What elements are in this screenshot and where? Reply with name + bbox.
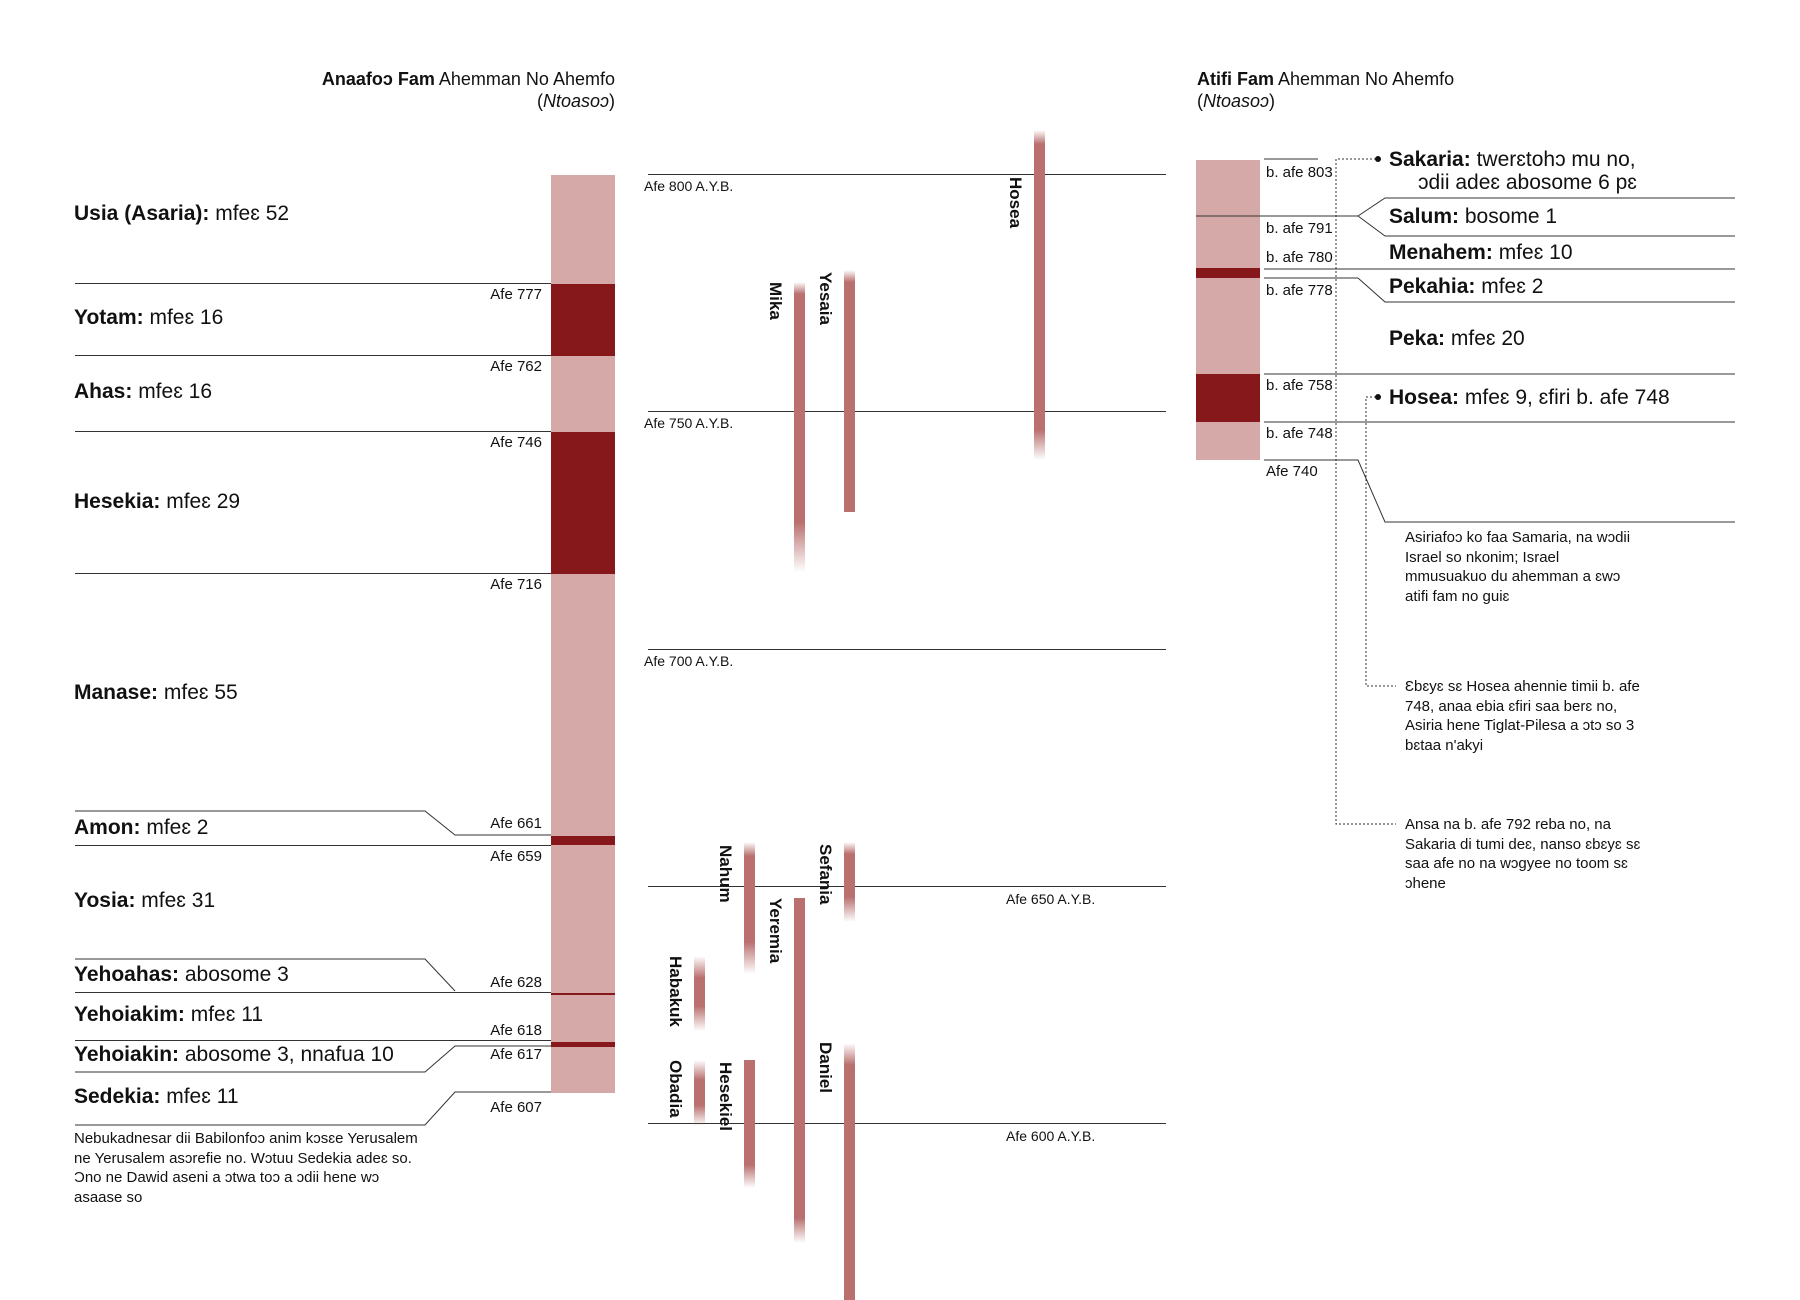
israel-note-samaria: Asiriafoɔ ko faa Samaria, na wɔdii Israel so nkonim; Israel mmusuakuo du ahemman a ɛwɔ atifi fam no guiɛ [1405, 529, 1631, 605]
judah-header: Anaafoɔ Fam Ahemman No Ahemfo (Ntoasoɔ) [321, 69, 615, 111]
israel-king-pekahia: Pekahia: mfeɛ 2 [1389, 275, 1544, 298]
judah-king-amon: Amon: mfeɛ 2 [74, 816, 209, 839]
israel-header-rest: Ahemman No Ahemfo [1274, 69, 1455, 89]
prophet-label-sefania: Sefania [816, 844, 835, 905]
judah-year-label: Afe 659 [490, 848, 542, 865]
israel-king-sakaria: Sakaria: twerɛtohɔ mu no, [1389, 148, 1636, 171]
israel-year-label: b. afe 748 [1266, 425, 1333, 442]
israel-king-hosea: Hosea: mfeɛ 9, ɛfiri b. afe 748 [1389, 386, 1670, 409]
judah-year-label: Afe 607 [490, 1099, 542, 1116]
judah-king-yehoahas: Yehoahas: abosome 3 [74, 963, 289, 986]
judah-year-label: Afe 618 [490, 1022, 542, 1039]
israel-year-label: b. afe 780 [1266, 249, 1333, 266]
era-label-750: Afe 750 A.Y.B. [644, 415, 734, 431]
judah-header-rest: Ahemman No Ahemfo [434, 69, 615, 89]
israel-year-label: b. afe 791 [1266, 220, 1333, 237]
judah-header-bold: Anaafoɔ Fam [321, 69, 435, 89]
era-label-600: Afe 600 A.Y.B. [1006, 1128, 1096, 1144]
israel-note-hosea: Ɛbɛyɛ sɛ Hosea ahennie timii b. afe 748, anaa ebia ɛfiri saa berɛ no, Asiria hene Tiglat-Pilesa a ɔtɔ so 3 bɛtaa n'akyi [1405, 678, 1640, 754]
israel-year-label: Afe 740 [1266, 463, 1318, 480]
judah-header-sub: Ntoasoɔ [542, 91, 609, 111]
israel-header-sub: Ntoasoɔ [1203, 91, 1270, 111]
judah-year-label: Afe 777 [490, 286, 542, 303]
judah-year-label: Afe 617 [490, 1046, 542, 1063]
era-label-700: Afe 700 A.Y.B. [644, 653, 734, 669]
judah-king-yotam: Yotam: mfeɛ 16 [74, 306, 224, 329]
prophet-label-hesekiel: Hesekiel [716, 1062, 735, 1131]
era-label-650: Afe 650 A.Y.B. [1006, 891, 1096, 907]
prophet-label-daniel: Daniel [816, 1042, 835, 1094]
judah-king-yehoiakim: Yehoiakim: mfeɛ 11 [74, 1003, 263, 1026]
judah-king-yosia: Yosia: mfeɛ 31 [74, 889, 216, 912]
israel-header-bold: Atifi Fam [1197, 69, 1275, 89]
judah-king-hesekia: Hesekia: mfeɛ 29 [74, 490, 241, 513]
judah-year-label: Afe 746 [490, 434, 542, 451]
judah-note: Nebukadnesar dii Babilonfoɔ anim kɔsɛe Yerusalem ne Yerusalem asɔrefie no. Wɔtuu Sedekia adeɛ so. Ɔno ne Dawid aseni a ɔtwa toɔ a ɔdii hene wɔ asaase so [74, 1130, 418, 1206]
israel-king-menahem: Menahem: mfeɛ 10 [1389, 241, 1573, 264]
israel-year-label: b. afe 803 [1266, 164, 1333, 181]
prophet-label-mika: Mika [766, 282, 785, 320]
israel-king-peka: Peka: mfeɛ 20 [1389, 327, 1525, 350]
prophet-label-obadia: Obadia [666, 1060, 685, 1118]
judah-king-usia: Usia (Asaria): mfeɛ 52 [74, 202, 290, 225]
israel-year-label: b. afe 758 [1266, 377, 1333, 394]
era-label-800: Afe 800 A.Y.B. [644, 178, 734, 194]
judah-king-manase: Manase: mfeɛ 55 [74, 681, 238, 704]
israel-header: Atifi Fam Ahemman No Ahemfo (Ntoasoɔ) [1197, 69, 1455, 111]
judah-king-sedekia: Sedekia: mfeɛ 11 [74, 1085, 239, 1108]
judah-year-label: Afe 716 [490, 576, 542, 593]
israel-king-sakaria-line2: ɔdii adeɛ abosome 6 pɛ [1418, 171, 1637, 194]
prophet-label-yesaia: Yesaia [816, 272, 835, 325]
prophet-label-hosea: Hosea [1006, 177, 1025, 229]
israel-year-label: b. afe 778 [1266, 282, 1333, 299]
prophet-label-nahum: Nahum [716, 845, 735, 903]
prophet-label-yeremia: Yeremia [766, 898, 785, 964]
israel-note-sakaria: Ansa na b. afe 792 reba no, na Sakaria di tumi deɛ, nanso ɛbɛyɛ sɛ saa afe no na wɔgyee no toom sɛ ɔhene [1405, 816, 1641, 892]
prophet-label-habakuk: Habakuk [666, 956, 685, 1027]
israel-king-salum: Salum: bosome 1 [1389, 205, 1558, 228]
judah-year-label: Afe 628 [490, 974, 542, 991]
judah-king-yehoiakin: Yehoiakin: abosome 3, nnafua 10 [74, 1043, 394, 1066]
judah-king-ahas: Ahas: mfeɛ 16 [74, 380, 213, 403]
judah-year-label: Afe 661 [490, 815, 542, 832]
judah-year-label: Afe 762 [490, 358, 542, 375]
